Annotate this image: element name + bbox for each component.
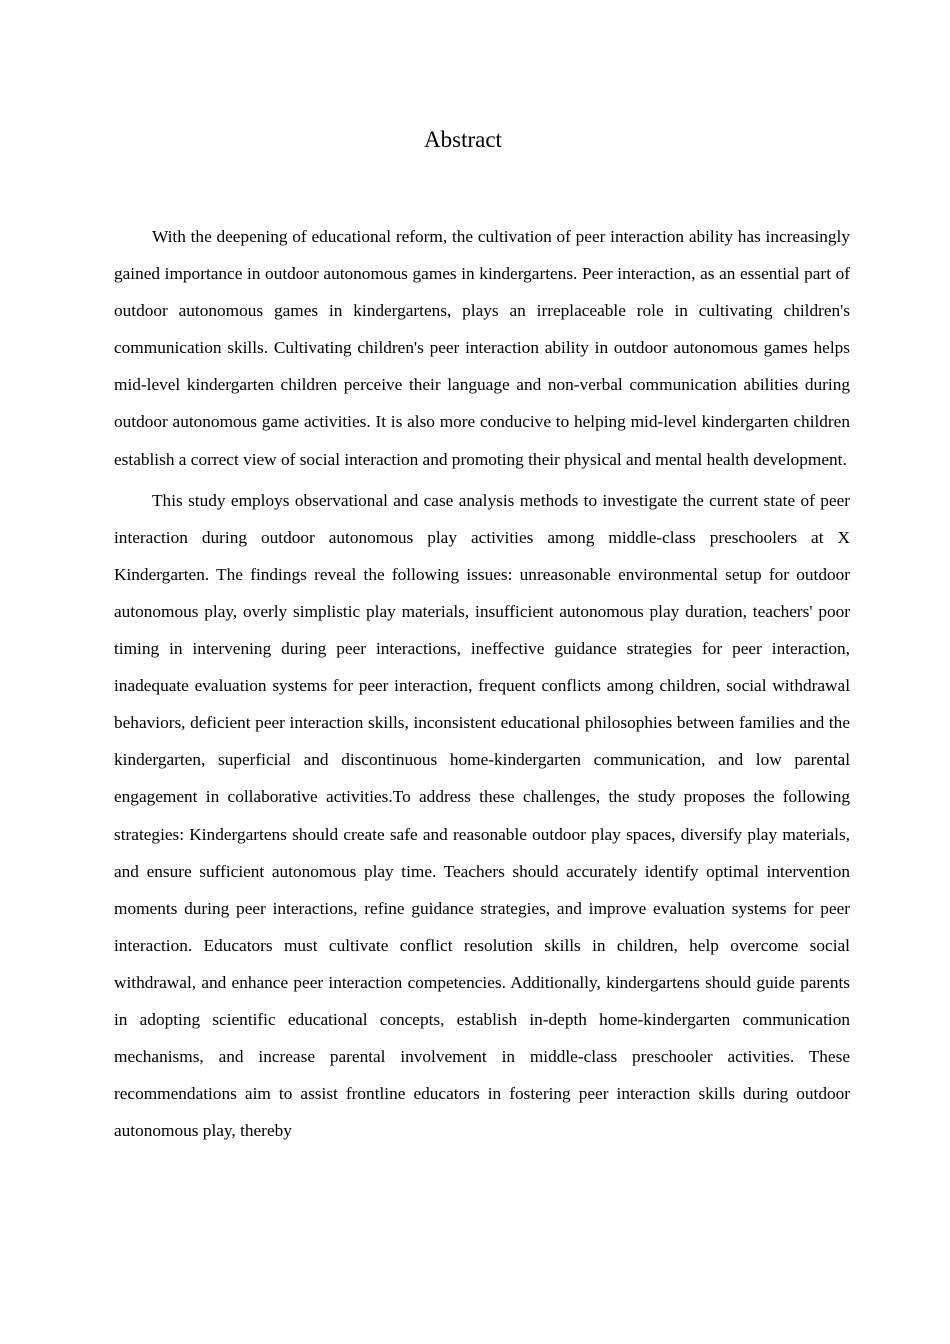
page-title: Abstract [424, 127, 502, 152]
abstract-body [114, 218, 850, 1149]
abstract-paragraph-2: This study employs observational and case analysis methods to investigate the current state of peer interaction during outdoor autonomous play activities among middle-class preschoolers at X Kindergarten. The findings reveal the following issues: unreasonable environmental setup for outdoor autonomous play, overly simplistic play materials, insufficient autonomous play duration, teachers' poor timing in intervening during peer interactions, ineffective guidance strategies for peer interaction, inadequate evaluation systems for peer interaction, frequent conflicts among children, social withdrawal behaviors, deficient peer interaction skills, inconsistent educational philosophies between families and the kindergarten, superficial and discontinuous home-kindergarten communication, and low parental engagement in collaborative activities.To address these challenges, the study proposes the following strategies: Kindergartens should create safe and reasonable outdoor play spaces, diversify play materials, and ensure sufficient autonomous play time. Teachers should accurately identify optimal intervention moments during peer interactions, refine guidance strategies, and improve evaluation systems for peer interaction. Educators must cultivate conflict resolution skills in children, help overcome social withdrawal, and enhance peer interaction competencies. Additionally, kindergartens should guide parents in adopting scientific educational concepts, establish in-depth home-kindergarten communication mechanisms, and increase parental involvement in middle-class preschooler activities. These recommendations aim to assist frontline educators in fostering peer interaction skills during outdoor autonomous play, thereby [114, 490, 850, 1141]
abstract-paragraph-1: With the deepening of educational reform, the cultivation of peer interaction ability has increasingly gained importance in outdoor autonomous games in kindergartens. Peer interaction, as an essential part of outdoor autonomous games in kindergartens, plays an irreplaceable role in cultivating children's communication skills. Cultivating children's peer interaction ability in outdoor autonomous games helps mid-level kindergarten children perceive their language and non-verbal communication abilities during outdoor autonomous game activities. It is also more conducive to helping mid-level kindergarten children establish a correct view of social interaction and promoting their physical and mental health development. [114, 227, 850, 469]
